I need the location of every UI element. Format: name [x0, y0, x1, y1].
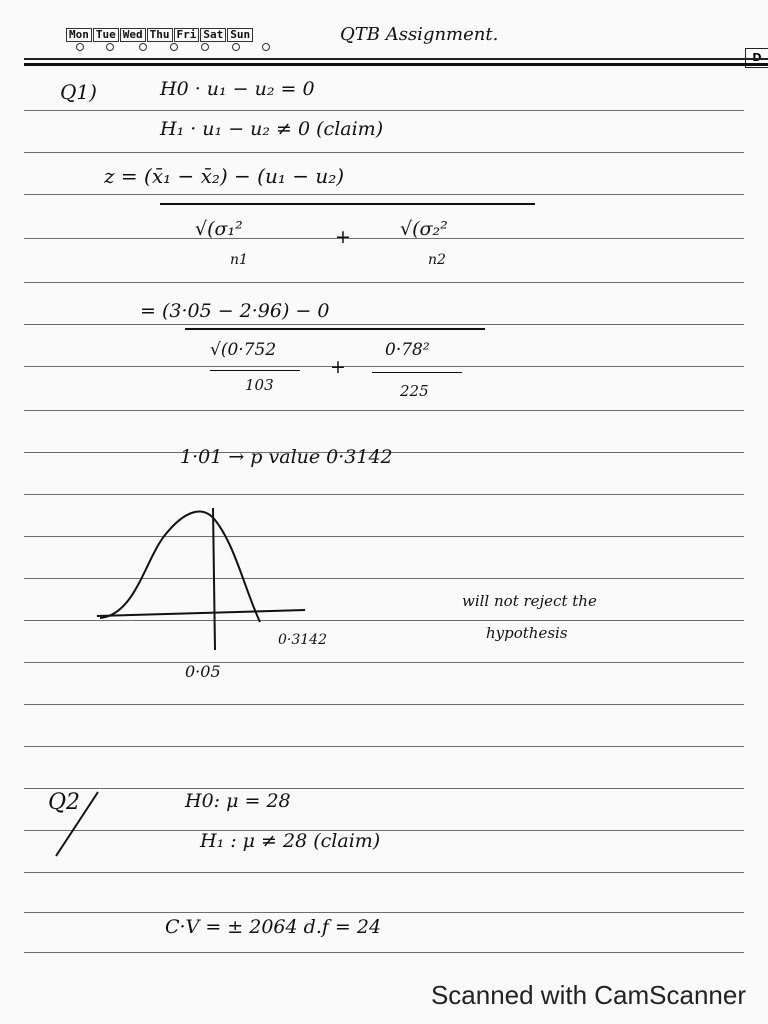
- z-denominator-n1: n1: [230, 252, 248, 268]
- z-substituted-term2-top: 0·78²: [385, 340, 430, 360]
- z-denominator-term1: √(σ₁²: [195, 218, 243, 240]
- ruled-line: [24, 494, 744, 495]
- q1-alt-hypothesis: H₁ · u₁ − u₂ ≠ 0 (claim): [160, 118, 384, 140]
- day-fri: Fri: [174, 28, 200, 42]
- z-substituted-term1-bottom: 103: [245, 376, 274, 394]
- q2-critical-value: C·V = ± 2064 d.f = 24: [165, 916, 382, 938]
- day-checkbox-circles: [66, 42, 286, 52]
- ruled-line: [24, 704, 744, 705]
- z-substituted-numerator: = (3·05 − 2·96) − 0: [140, 300, 330, 322]
- ruled-line: [24, 110, 744, 111]
- ruled-line: [24, 194, 744, 195]
- q1-null-hypothesis: H0 · u₁ − u₂ = 0: [160, 78, 315, 100]
- z-substituted-term1-top: √(0·752: [210, 340, 277, 360]
- header-rule-top: [24, 58, 768, 60]
- ruled-line: [24, 872, 744, 873]
- ruled-line: [24, 282, 744, 283]
- q2-null-hypothesis: H0: μ = 28: [185, 790, 291, 812]
- alpha-label: 0·05: [185, 662, 221, 681]
- day-tue: Tue: [93, 28, 119, 42]
- header-rule-bottom: [24, 63, 768, 66]
- day-wed: Wed: [120, 28, 146, 42]
- weekday-strip: [66, 28, 254, 42]
- plus-sign: +: [330, 356, 346, 378]
- day-thu: Thu: [147, 28, 173, 42]
- day-sun: Sun: [227, 28, 253, 42]
- term1-fraction-bar: [210, 370, 300, 371]
- ruled-line: [24, 662, 744, 663]
- z-denominator-n2: n2: [428, 252, 446, 268]
- plus-sign: +: [335, 226, 351, 248]
- ruled-line: [24, 324, 744, 325]
- ruled-line: [24, 912, 744, 913]
- assignment-title: QTB Assignment.: [340, 24, 499, 45]
- day-sat: Sat: [200, 28, 226, 42]
- scanner-watermark: Scanned with CamScanner: [430, 980, 746, 1010]
- q1-conclusion-line1: will not reject the: [462, 592, 597, 610]
- q2-label: Q2: [48, 790, 81, 815]
- ruled-line: [24, 152, 744, 153]
- term2-fraction-bar: [372, 372, 462, 373]
- curve-p-value-label: 0·3142: [278, 632, 327, 648]
- z-substituted-term2-bottom: 225: [400, 382, 429, 400]
- q1-label: Q1): [60, 80, 97, 104]
- ruled-line: [24, 952, 744, 953]
- z-formula-numerator: z = (x̄₁ − x̄₂) − (u₁ − u₂): [104, 164, 345, 188]
- z-substituted-fraction-bar: [185, 328, 485, 330]
- q1-conclusion-line2: hypothesis: [486, 624, 568, 642]
- z-fraction-bar: [160, 203, 535, 205]
- z-denominator-term2: √(σ₂²: [400, 218, 448, 240]
- q2-slash-mark: [48, 780, 108, 860]
- ruled-line: [24, 238, 744, 239]
- ruled-line: [24, 366, 744, 367]
- ruled-line: [24, 746, 744, 747]
- ruled-line: [24, 788, 744, 789]
- day-mon: Mon: [66, 28, 92, 42]
- ruled-line: [24, 410, 744, 411]
- q2-alt-hypothesis: H₁ : μ ≠ 28 (claim): [200, 830, 381, 852]
- ruled-line: [24, 830, 744, 831]
- p-value-line: 1·01 → p value 0·3142: [180, 446, 393, 468]
